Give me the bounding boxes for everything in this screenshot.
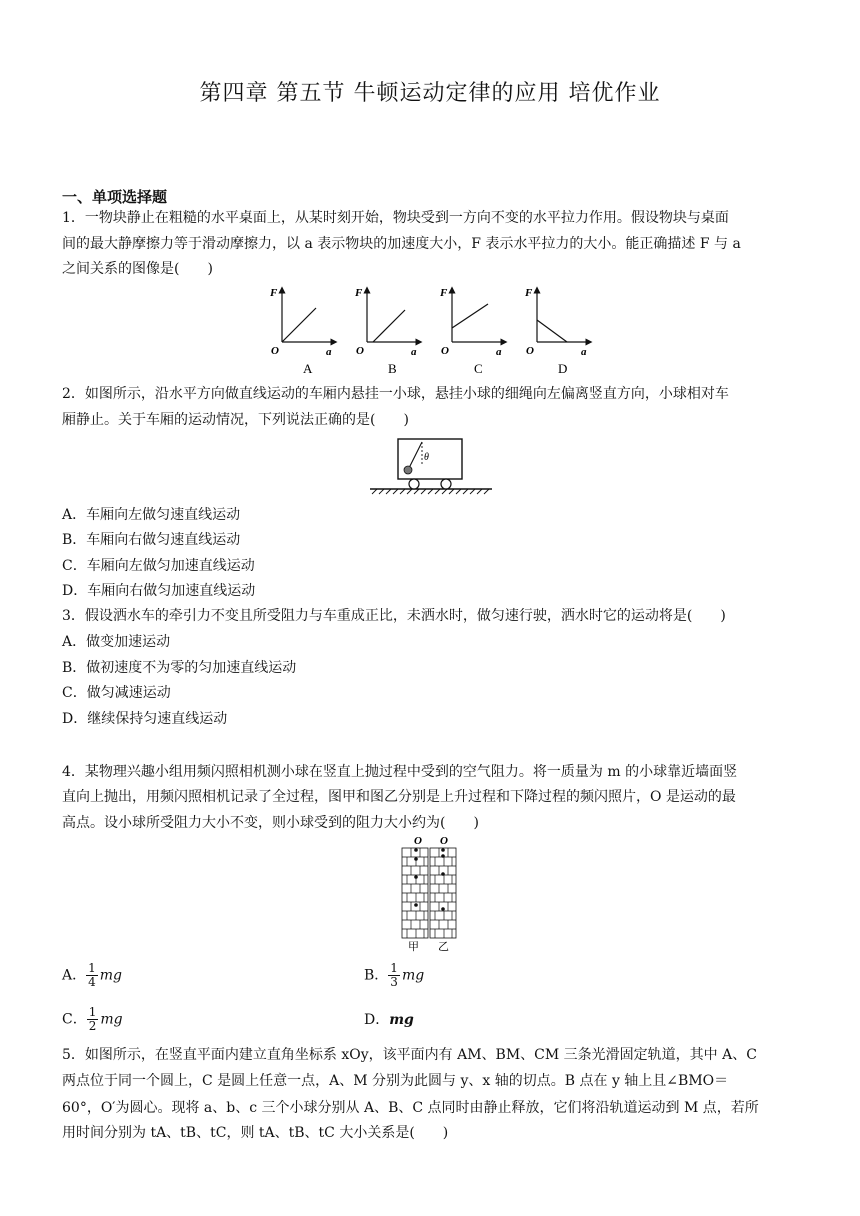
graph-c-label: C (474, 361, 483, 376)
brick-rows (402, 848, 456, 938)
q1-line-3: 之间关系的图像是( ) (62, 261, 213, 277)
q4-option-a-tail: mg (99, 967, 123, 984)
q1-line-2: 间的最大静摩擦力等于滑动摩擦力，以 a 表示物块的加速度大小，F 表示水平拉力的大小。能正确描述 F 与 a (62, 236, 741, 252)
q3-line: 3．假设洒水车的牵引力不变且所受阻力与车重成正比，未洒水时，做匀速行驶，洒水时它的运动将是( ) (62, 608, 726, 624)
wheel-right (441, 479, 451, 489)
graph-d-line (537, 320, 567, 342)
q2-line-2: 厢静止。关于车厢的运动情况，下列说法正确的是( ) (62, 412, 409, 428)
graph-c-origin: O (441, 345, 449, 357)
q2-option-a: A．车厢向左做匀速直线运动 (62, 507, 241, 523)
q4-brick-wall-figure (396, 832, 468, 954)
graph-d-x-label: a (581, 346, 587, 358)
q4-option-b (364, 962, 424, 989)
q4-option-a-letter: A． (62, 967, 87, 984)
page-title: 第四章 第五节 牛顿运动定律的应用 培优作业 (199, 81, 661, 106)
q4-option-c-fraction: $\frac{1}{2}$ (88, 1005, 97, 1033)
q4-option-a-fraction: $\frac{1}{4}$ (88, 961, 96, 989)
wall-yi-label: 乙 (438, 941, 449, 953)
q1-graphs (262, 284, 602, 378)
graph-b-y-label: F (355, 287, 363, 299)
q4-option-b-tail: mg (401, 967, 425, 984)
q3-option-a: A．做变加速运动 (62, 634, 171, 650)
graph-c (439, 287, 504, 376)
flash-dots (414, 848, 445, 911)
q4-option-b-letter: B． (364, 967, 389, 984)
theta-label: θ (424, 452, 429, 463)
graph-d-label: D (558, 361, 568, 376)
wall-yi-top-label: O (440, 835, 448, 847)
graph-a-line (282, 308, 316, 342)
graph-d (524, 287, 589, 376)
q2-carriage-figure (366, 434, 496, 498)
graph-a-label: A (303, 361, 313, 376)
q5-line-1: 5．如图所示，在竖直平面内建立直角坐标系 xOy，该平面内有 AM、BM、CM 三条光滑固定轨道，其中 A、C (62, 1047, 757, 1063)
wall-jia-top-label: O (414, 835, 422, 847)
ground-hatch (372, 489, 489, 494)
wall-jia-label: 甲 (408, 941, 419, 953)
q4-line-2: 直向上抛出，用频闪照相机记录了全过程，图甲和图乙分别是上升过程和下降过程的频闪照片，O 是运动的最 (62, 789, 736, 805)
graph-b-label: B (388, 361, 397, 376)
graph-a-origin: O (271, 345, 279, 357)
q4-line-1: 4．某物理兴趣小组用频闪照相机测小球在竖直上抛过程中受到的空气阻力。将一质量为 m 的小球靠近墙面竖 (62, 764, 738, 780)
graph-d-y-label: F (525, 287, 533, 299)
q4-option-c-letter: C． (62, 1011, 87, 1028)
graph-c-line (452, 304, 488, 328)
graph-b (354, 287, 419, 376)
wheel-left (409, 479, 419, 489)
graph-b-line (373, 310, 405, 342)
q2-option-d: D．车厢向右做匀加速直线运动 (62, 583, 256, 599)
q4-option-d-tail: mg (389, 1012, 414, 1028)
section-heading: 一、单项选择题 (62, 188, 168, 206)
q5-line-4: 用时间分别为 tA、tB、tC，则 tA、tB、tC 大小关系是( ) (62, 1125, 449, 1141)
q4-option-c (62, 1006, 123, 1033)
q4-option-a (62, 962, 122, 989)
q2-option-c: C．车厢向左做匀加速直线运动 (62, 558, 255, 574)
q2-option-b: B．车厢向右做匀速直线运动 (62, 532, 241, 548)
q4-line-3: 高点。设小球所受阻力大小不变，则小球受到的阻力大小约为( ) (62, 815, 479, 831)
graph-a-x-label: a (326, 346, 332, 358)
q3-option-d: D．继续保持匀速直线运动 (62, 711, 228, 727)
graph-c-y-label: F (440, 287, 448, 299)
graph-a (269, 287, 334, 376)
q4-option-c-tail: mg (100, 1011, 123, 1028)
string (409, 442, 422, 468)
graph-b-origin: O (356, 345, 364, 357)
q4-option-d (364, 1010, 414, 1030)
q5-line-2: 两点位于同一个圆上，C 是圆上任意一点，A、M 分别为此圆与 y、x 轴的切点。B 点在 y 轴上且∠BMO＝ (62, 1073, 729, 1089)
graph-d-origin: O (526, 345, 534, 357)
graph-a-y-label: F (270, 287, 278, 299)
ball (404, 466, 412, 474)
q1-line-1: 1．一物块静止在粗糙的水平桌面上，从某时刻开始，物块受到一方向不变的水平拉力作用。假设物块与桌面 (62, 210, 729, 226)
graph-c-x-label: a (496, 346, 502, 358)
q3-option-b: B．做初速度不为零的匀加速直线运动 (62, 660, 297, 676)
q4-option-d-letter: D． (364, 1012, 390, 1028)
q3-option-c: C．做匀减速运动 (62, 685, 171, 701)
q2-line-1: 2．如图所示，沿水平方向做直线运动的车厢内悬挂一小球，悬挂小球的细绳向左偏离竖直方向，小球相对车 (62, 386, 729, 402)
q5-line-3: 60°，O′为圆心。现将 a、b、c 三个小球分别从 A、B、C 点同时由静止释放，它们将沿轨道运动到 M 点，若所 (62, 1100, 759, 1116)
q4-option-b-fraction: $\frac{1}{3}$ (390, 961, 398, 989)
graph-b-x-label: a (411, 346, 417, 358)
